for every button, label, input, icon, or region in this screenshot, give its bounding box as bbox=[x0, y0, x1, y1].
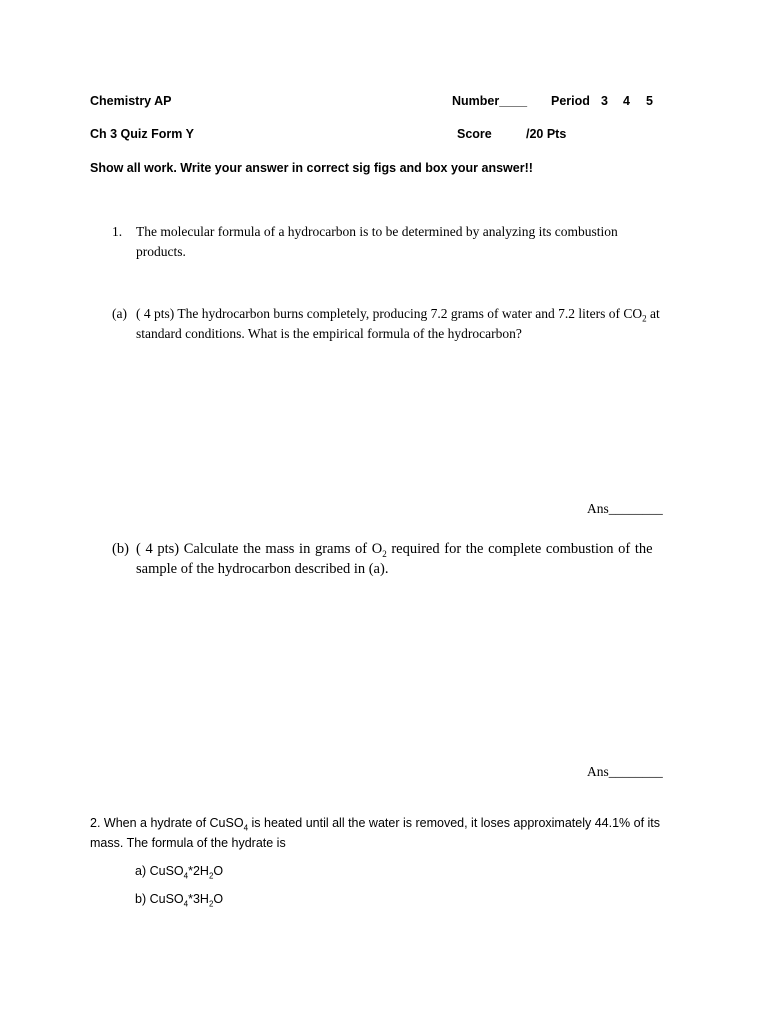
part-a-text-line2: standard conditions. What is the empirical formula of the hydrocarbon? bbox=[136, 326, 522, 341]
part-a-text-line1: ( 4 pts) The hydrocarbon burns completely, producing 7.2 grams of water and 7.2 liters of $CO_2$ at bbox=[136, 306, 660, 324]
points-label: /20 Pts bbox=[526, 127, 567, 141]
score-label: Score bbox=[457, 127, 492, 141]
part-b-label: (b) bbox=[112, 541, 129, 557]
question-2-option-b[interactable]: b) $CuSO_4*3H_2O$ bbox=[135, 892, 224, 909]
question-1-number: 1. bbox=[112, 224, 123, 239]
period-label: Period bbox=[551, 94, 590, 108]
period-option-1: 3 bbox=[601, 94, 608, 108]
period-option-2: 4 bbox=[623, 94, 630, 108]
question-2-text-line2: mass. The formula of the hydrate is bbox=[90, 836, 286, 850]
instructions: Show all work. Write your answer in correct sig figs and box your answer!! bbox=[90, 161, 533, 175]
question-2-text-line1: 2. When a hydrate of CuSO$_4$ is heated until all the water is removed, it loses approximately 44.1% of its bbox=[90, 816, 661, 833]
part-b-text-line1: ( 4 pts) Calculate the mass in grams of $O_2$ required for the complete combustion of the bbox=[136, 541, 653, 559]
part-b-answer-blank[interactable]: Ans________ bbox=[587, 764, 663, 779]
part-a-label: (a) bbox=[112, 306, 127, 321]
part-a-answer-blank[interactable]: Ans________ bbox=[587, 501, 663, 516]
quiz-title: Ch 3 Quiz Form Y bbox=[90, 127, 194, 141]
period-option-3: 5 bbox=[646, 94, 653, 108]
question-1-text: The molecular formula of a hydrocarbon is to be determined by analyzing its combustion products. bbox=[136, 224, 618, 259]
part-b-text-line2: sample of the hydrocarbon described in (a). bbox=[136, 561, 389, 577]
question-2-option-a[interactable]: a) $CuSO_4*2H_2O$ bbox=[135, 864, 224, 881]
number-field: Number____ bbox=[452, 94, 528, 108]
course-title: Chemistry AP bbox=[90, 94, 172, 108]
